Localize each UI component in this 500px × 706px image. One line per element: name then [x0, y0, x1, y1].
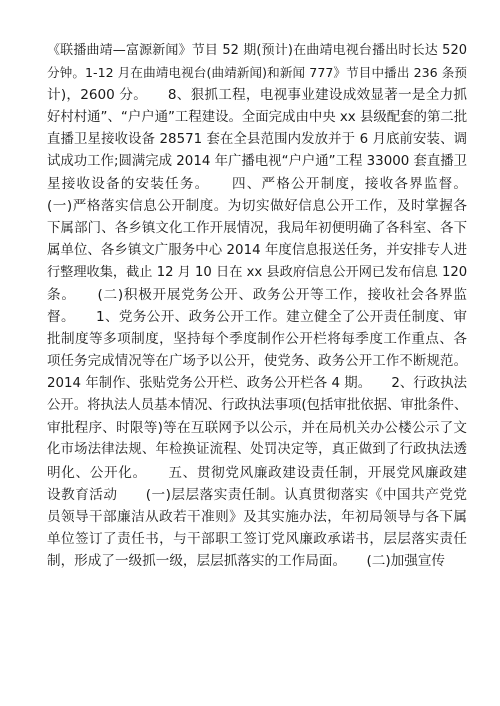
- text-line: 试成功工作;圆满完成 2014 年广播电视“户户通”工程 33000 套直播卫: [47, 153, 468, 169]
- text-line: 化市场法律法规、年检换证流程、处罚决定等，真正做到了行政执法透: [47, 442, 467, 458]
- text-line: 下属部门、各乡镇文化工作开展情况，我局年初便明确了各科室、各下: [47, 220, 467, 236]
- text-line: 单位签订了责任书，与干部职工签订党风廉政承诺书，层层落实责任: [47, 531, 467, 548]
- text-line: 批制度等多项制度，坚持每个季度制作公开栏将每季度工作重点、各: [47, 331, 467, 348]
- text-line: 计)，2600 分。 8、狠抓工程，电视事业建设成效显著一是全力抓: [47, 87, 467, 104]
- text-line: (一)严格落实信息公开制度。为切实做好信息公开工作，及时掌握各: [47, 198, 467, 215]
- text-line: 属单位、各乡镇文广服务中心 2014 年度信息报送任务，并安排专人进: [47, 242, 467, 258]
- document-body: [47, 40, 467, 573]
- text-line: 设教育活动 (一)层层落实责任制。认真贯彻落实《中国共产党党: [47, 486, 467, 503]
- text-line: 好村村通”、“户户通”工程建设。全面完成由中央 xx 县级配套的第二批: [47, 109, 468, 125]
- text-line: 制，形成了一级抓一级，层层抓落实的工作局面。 (二)加强宣传: [47, 553, 446, 570]
- text-line: 督。 1、党务公开、政务公开工作。建立健全了公开责任制度、审: [47, 309, 467, 326]
- text-line: 2014 年制作、张贴党务公开栏、政务公开栏各 4 期。 2、行政执法: [47, 375, 467, 391]
- text-line: 分钟。1-12 月在曲靖电视台(曲靖新闻)和新闻 777》节目中播出 236 条预: [47, 65, 467, 81]
- text-line: 项任务完成情况等在广场予以公开，使党务、政务公开工作不断规范。: [47, 353, 467, 369]
- text-line: 公开。将执法人员基本情况、行政执法事项(包括审批依据、审批条件、: [47, 398, 468, 413]
- text-line: 直播卫星接收设备 28571 套在全县范围内发放并于 6 月底前安装、调: [47, 131, 467, 147]
- text-line: 星接收设备的安装任务。 四、严格公开制度，接收各界监督。: [47, 176, 467, 193]
- text-line: 《联播曲靖—富源新闻》节目 52 期(预计)在曲靖电视台播出时长达 520: [47, 43, 467, 58]
- text-line: 明化、公开化。 五、贯彻党风廉政建设责任制，开展党风廉政建: [47, 464, 467, 481]
- text-line: 审批程序、时限等)等在互联网予以公示，并在局机关办公楼公示了文: [47, 420, 467, 437]
- text-line: 条。 (二)积极开展党务公开、政务公开等工作，接收社会各界监: [47, 287, 467, 304]
- text-line: 员领导干部廉洁从政若干准则》及其实施办法，年初局领导与各下属: [47, 508, 467, 525]
- text-line: 行整理收集，截止 12 月 10 日在 xx 县政府信息公开网已发布信息 120: [47, 264, 468, 280]
